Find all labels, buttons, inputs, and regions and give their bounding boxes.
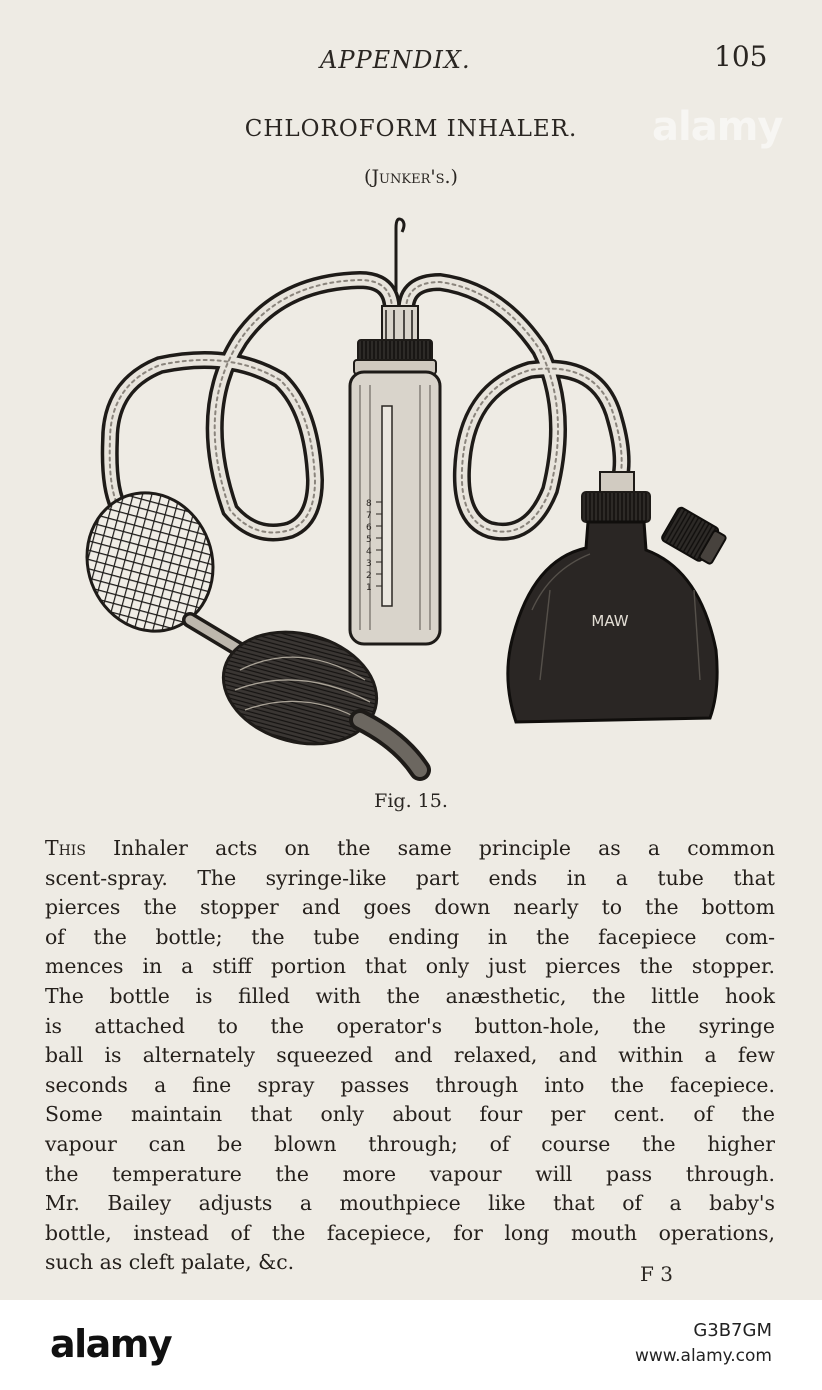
body-line: is attached to the operator's button-hole, the syringe xyxy=(45,1013,775,1038)
footer-url: www.alamy.com xyxy=(634,1346,772,1366)
watermark: alamy xyxy=(652,104,783,150)
body-line: pierces the stopper and goes down nearly to the bottom xyxy=(45,895,775,920)
body-line: The bottle is filled with the anæsthetic, the little hook xyxy=(45,983,775,1008)
alamy-logo: alamy xyxy=(50,1322,172,1366)
body-line: seconds a fine spray passes through into the facepiece. xyxy=(45,1072,775,1097)
running-title: APPENDIX. xyxy=(320,46,471,74)
body-line-text: Inhaler acts on the same principle as a common xyxy=(85,836,775,860)
body-line: mences in a stiff portion that only just pierces the stopper. xyxy=(45,954,775,979)
scale-mark: 4 xyxy=(366,547,372,557)
scale-mark: 3 xyxy=(366,559,372,569)
body-line: vapour can be blown through; of course the higher xyxy=(45,1131,775,1156)
body-paragraph xyxy=(45,834,775,1278)
body-line: scent-spray. The syringe-like part ends in a tube that xyxy=(45,865,775,890)
scale-mark: 7 xyxy=(366,511,372,521)
section-subtitle: (Junker's.) xyxy=(364,166,458,188)
signature-mark: F 3 xyxy=(640,1262,673,1286)
body-line: the temperature the more vapour will pass through. xyxy=(45,1161,775,1186)
body-line: ball is alternately squeezed and relaxed, and within a few xyxy=(45,1043,775,1068)
image-id: G3B7GM xyxy=(693,1320,772,1341)
scale-mark: 1 xyxy=(366,583,372,593)
figure-caption: Fig. 15. xyxy=(374,790,448,812)
scale-mark: 2 xyxy=(366,571,372,581)
glass-bottle xyxy=(350,340,440,644)
section-title: CHLOROFORM INHALER. xyxy=(244,116,578,142)
page-number: 105 xyxy=(714,40,768,73)
running-head xyxy=(0,40,822,80)
body-line: such as cleft palate, &c. xyxy=(45,1250,295,1275)
body-line: Some maintain that only about four per cent. of the xyxy=(45,1102,775,1127)
stock-footer xyxy=(0,1300,822,1390)
maw-label: MAW xyxy=(591,612,629,630)
scale-mark: 5 xyxy=(366,535,372,545)
scale-mark: 6 xyxy=(366,523,372,533)
body-line xyxy=(45,834,775,864)
lead-word: This xyxy=(45,836,86,860)
scale-mark: 8 xyxy=(366,499,372,509)
body-line: bottle, instead of the facepiece, for long mouth operations, xyxy=(45,1220,775,1245)
body-line: Mr. Bailey adjusts a mouthpiece like that of a baby's xyxy=(45,1191,775,1216)
body-line: of the bottle; the tube ending in the facepiece com- xyxy=(45,924,775,949)
inhaler-illustration xyxy=(80,210,740,790)
